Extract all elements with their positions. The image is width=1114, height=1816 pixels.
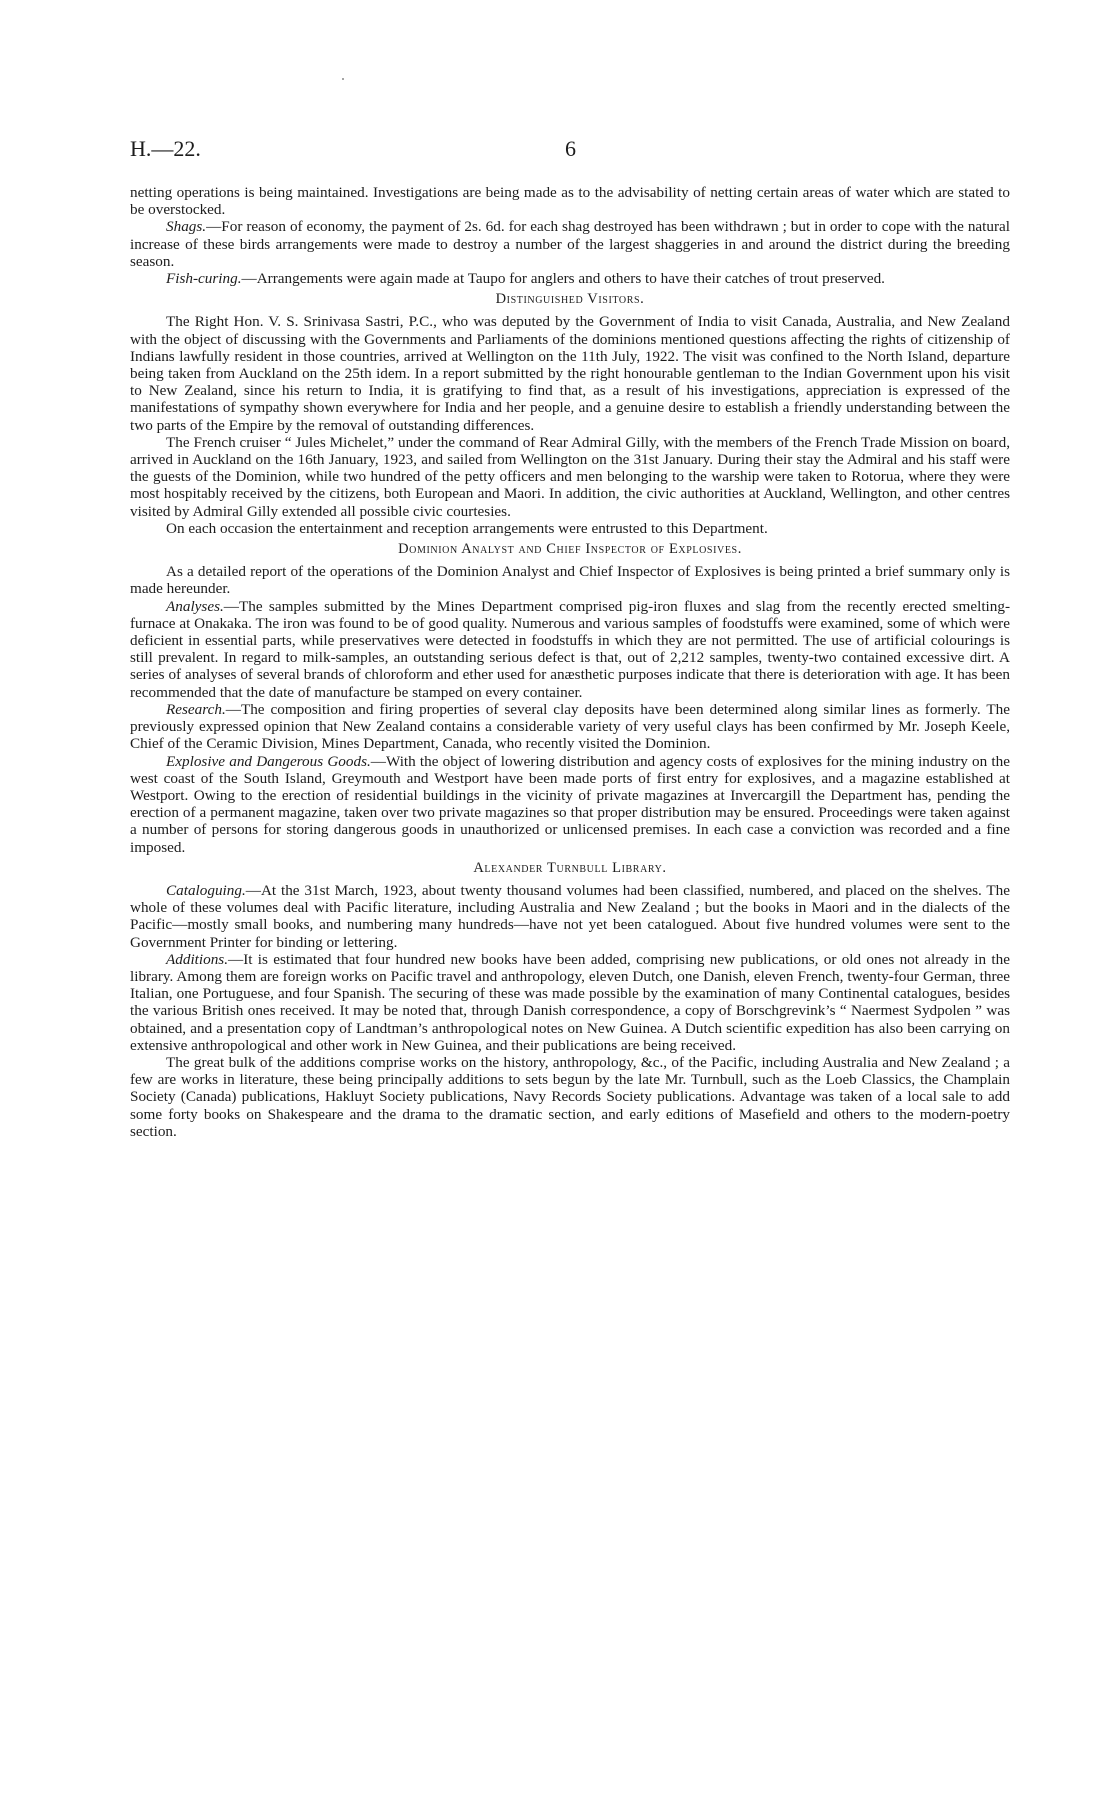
paragraph: [130, 218, 1010, 270]
section-heading: Alexander Turnbull Library.: [473, 859, 667, 876]
document-body: [130, 184, 1010, 1140]
paragraph-lead: Fish-curing.: [166, 270, 242, 288]
paragraph-text: The Right Hon. V. S. Srinivasa Sastri, P.C., who was deputed by the Government of India to visit Canada, Australia, and New Zealand with the object of discussing with the Governments and Parliaments of the dominions mentioned questions affecting the rights of citizenship of Indians lawfully resident in those countries, arrived at Wellington on the 11th July, 1922. The visit was confined to the North Island, departure being taken from Auckland on the 25th idem. In a report submitted by the right honourable gentleman to the Indian Government upon his visit to New Zealand, since his return to India, it is gratifying to find that, as a result of his investigations, appreciation is expressed of the manifestations of sympathy shown everywhere for India and her people, and a genuine desire to establish a friendly understanding between the two parts of the Empire by the removal of outstanding differences.: [130, 313, 1010, 434]
paragraph: [130, 434, 1010, 520]
paragraph: [130, 563, 1010, 597]
paragraph: [130, 313, 1010, 433]
section-heading: Dominion Analyst and Chief Inspector of Explosives.: [398, 541, 742, 558]
paragraph-text: —It is estimated that four hundred new books have been added, comprising new publications, or old ones not already in the library. Among them are foreign works on Pacific travel and anthropology, eleven Dutch, one Danish, eleven French, twenty-four German, three Italian, one Portuguese, and four Spanish. The securing of these was made possible by the examination of many Continental catalogues, besides the various British ones received. It may be noted that, through Danish correspondence, a copy of Borschgrevink’s “ Naermest Sydpolen ” was obtained, and a presentation copy of Landtman’s anthropological notes on New Guinea. A Dutch scientific expedition has also been carrying on extensive anthropological and other work in New Guinea, and their publications are being received.: [130, 950, 1010, 1054]
paragraph: [130, 184, 1010, 218]
page-number: 6: [565, 136, 576, 161]
paragraph: [130, 882, 1010, 951]
paragraph: [130, 598, 1010, 701]
paragraph-text: —The samples submitted by the Mines Department comprised pig-iron fluxes and slag from the recently erected smelting-furnace at Onakaka. The iron was found to be of good quality. Numerous and various samples of foodstuffs were examined, some of which were deficient in essential parts, while preservatives were detected in foodstuffs in which they are not permitted. The use of artificial colourings is still prevalent. In regard to milk-samples, an outstanding serious defect is that, out of 2,212 samples, twenty-two contained excessive dirt. A series of analyses of several brands of chloroform and ether used for anæsthetic purposes indicate that there is deterioration with age. It has been recommended that the date of manufacture be stamped on every container.: [130, 597, 1010, 701]
paragraph-text: —With the object of lowering distribution and agency costs of explosives for the mining industry on the west coast of the South Island, Greymouth and Westport have been made ports of first entry for explosives, and a magazine established at Westport. Owing to the erection of residential buildings in the vicinity of private magazines at Invercargill the Department has, pending the erection of a permanent magazine, taken over two private magazines so that proper distribution may be ensured. Proceedings were taken against a number of persons for storing dangerous goods in unauthorized or unlicensed premises. In each case a conviction was recorded and a fine imposed.: [130, 752, 1010, 856]
paragraph-text: The great bulk of the additions comprise works on the history, anthropology, &c., of the Pacific, including Australia and New Zealand ; a few are works in literature, these being principally additions to sets begun by the late Mr. Turnbull, such as the Loeb Classics, the Champlain Society (Canada) publications, Hakluyt Society publications, Navy Records Society publications. Advantage was taken of a local sale to add some forty books on Shakespeare and the drama to the dramatic section, and early editions of Masefield and others to the modern-poetry section.: [130, 1053, 1010, 1140]
paragraph-lead: Shags.: [166, 218, 207, 236]
page-mark: [342, 78, 344, 80]
paragraph-text: —The composition and firing properties of several clay deposits have been determined along similar lines as formerly. The previously expressed opinion that New Zealand contains a considerable variety of very useful clays has been confirmed by Mr. Joseph Keele, Chief of the Ceramic Division, Mines Department, Canada, who recently visited the Dominion.: [130, 700, 1010, 753]
paragraph-text: The French cruiser “ Jules Michelet,” under the command of Rear Admiral Gilly, with the members of the French Trade Mission on board, arrived in Auckland on the 16th January, 1923, and sailed from Wellington on the 31st January. During their stay the Admiral and his staff were the guests of the Dominion, while two hundred of the petty officers and men belonging to the warship were taken to Rotorua, where they were most hospitably received by the citizens, both European and Maori. In addition, the civic authorities at Auckland, Wellington, and other centres visited by Admiral Gilly extended all possible civic courtesies.: [130, 433, 1010, 520]
paragraph-text: On each occasion the entertainment and reception arrangements were entrusted to this Department.: [166, 519, 768, 537]
paragraph-text: As a detailed report of the operations of the Dominion Analyst and Chief Inspector of Explosives is being printed a brief summary only is made hereunder.: [130, 563, 1010, 598]
document-reference: H.—22.: [130, 136, 201, 161]
page-header: [130, 136, 1010, 166]
paragraph-lead: Additions.: [166, 950, 229, 968]
paragraph: [130, 951, 1010, 1054]
paragraph-lead: Cataloguing.: [166, 881, 246, 899]
paragraph-lead: Research.: [166, 700, 226, 718]
paragraph: [130, 520, 1010, 537]
paragraph-lead: Explosive and Dangerous Goods.: [166, 752, 371, 770]
paragraph: [130, 1054, 1010, 1140]
paragraph-lead: Analyses.: [166, 597, 224, 615]
paragraph: [130, 270, 1010, 287]
paragraph-text: —Arrangements were again made at Taupo for anglers and others to have their catches of trout preserved.: [241, 270, 885, 288]
section-heading: Distinguished Visitors.: [495, 291, 645, 308]
paragraph: [130, 701, 1010, 753]
paragraph: [130, 753, 1010, 856]
paragraph-text: netting operations is being maintained. Investigations are being made as to the advisability of netting certain areas of water which are stated to be overstocked.: [130, 184, 1010, 219]
paragraph-text: —At the 31st March, 1923, about twenty thousand volumes had been classified, numbered, and placed on the shelves. The whole of these volumes deal with Pacific literature, including Australia and New Zealand ; but the books in Maori and in the dialects of the Pacific—mostly small books, and numbering many hundreds—have not yet been catalogued. About five hundred volumes were sent to the Government Printer for binding or lettering.: [130, 881, 1010, 951]
paragraph-text: —For reason of economy, the payment of 2s. 6d. for each shag destroyed has been withdrawn ; but in order to cope with the natural increase of these birds arrangements were made to destroy a number of the largest shaggeries in and around the district during the breeding season.: [130, 218, 1010, 270]
